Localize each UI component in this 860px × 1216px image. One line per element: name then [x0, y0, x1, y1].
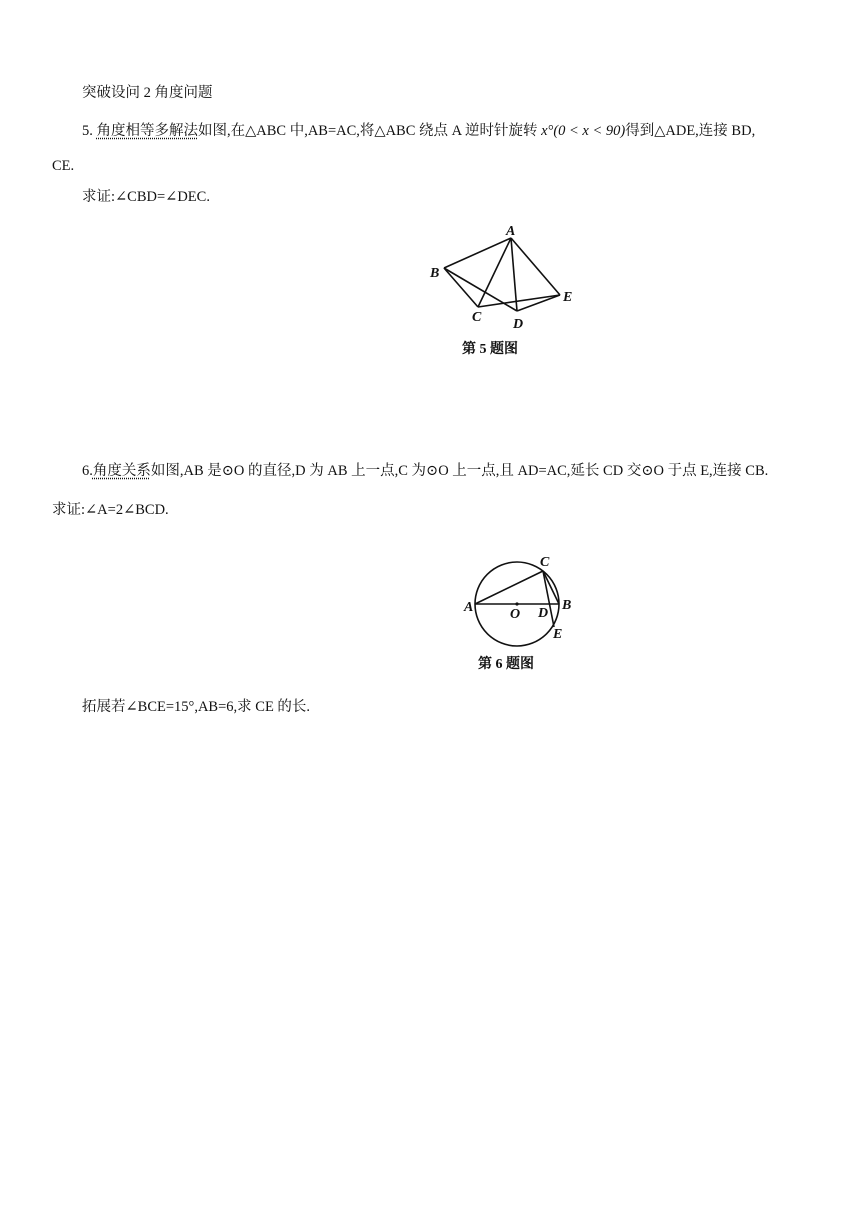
- q6-number: 6.: [82, 463, 93, 479]
- q5-caption: 第 5 题图: [462, 342, 518, 357]
- q6-label-c: C: [540, 555, 550, 570]
- q5-text-a: 如图,在△ABC 中,AB=AC,将△ABC 绕点 A 逆时针旋转: [198, 123, 542, 139]
- q6-text: 如图,AB 是⊙O 的直径,D 为 AB 上一点,C 为⊙O 上一点,且 AD=AC,延长 CD 交⊙O 于点 E,连接 CB.: [150, 463, 769, 479]
- q5-text-b: 得到△ADE,连接 BD,: [625, 123, 756, 139]
- q5-label-c: C: [472, 310, 482, 325]
- q6-label-a: A: [464, 600, 474, 615]
- q6-caption: 第 6 题图: [478, 657, 534, 672]
- q5-figure-lines: [444, 238, 560, 311]
- q5-label-b: B: [430, 266, 440, 281]
- q5-label-e: E: [563, 290, 573, 305]
- q5-number: 5.: [82, 123, 93, 139]
- q5-figure: [420, 220, 590, 365]
- q6-label-o: O: [510, 607, 521, 622]
- q5-math: x°(0 < x < 90): [541, 123, 626, 139]
- q5-label-d: D: [513, 317, 524, 332]
- q5-prove: 求证:∠CBD=∠DEC.: [82, 189, 210, 205]
- q6-extension: 拓展若∠BCE=15°,AB=6,求 CE 的长.: [82, 699, 311, 715]
- q6-line1: [82, 462, 768, 480]
- q5-label-a: A: [506, 224, 516, 239]
- q6-label-b: B: [562, 598, 572, 613]
- q6-label-d: D: [538, 606, 549, 621]
- q5-line1: [82, 122, 755, 140]
- q5-line2: CE.: [52, 158, 75, 174]
- q6-figure: [460, 550, 590, 680]
- q5-tag: 角度相等多解法: [96, 123, 198, 139]
- q6-label-e: E: [553, 627, 563, 642]
- q6-prove: 求证:∠A=2∠BCD.: [52, 502, 169, 518]
- q6-tag: 角度关系: [92, 463, 151, 479]
- q6-center-dot: [515, 602, 518, 605]
- section-title: 突破设问 2 角度问题: [82, 85, 213, 101]
